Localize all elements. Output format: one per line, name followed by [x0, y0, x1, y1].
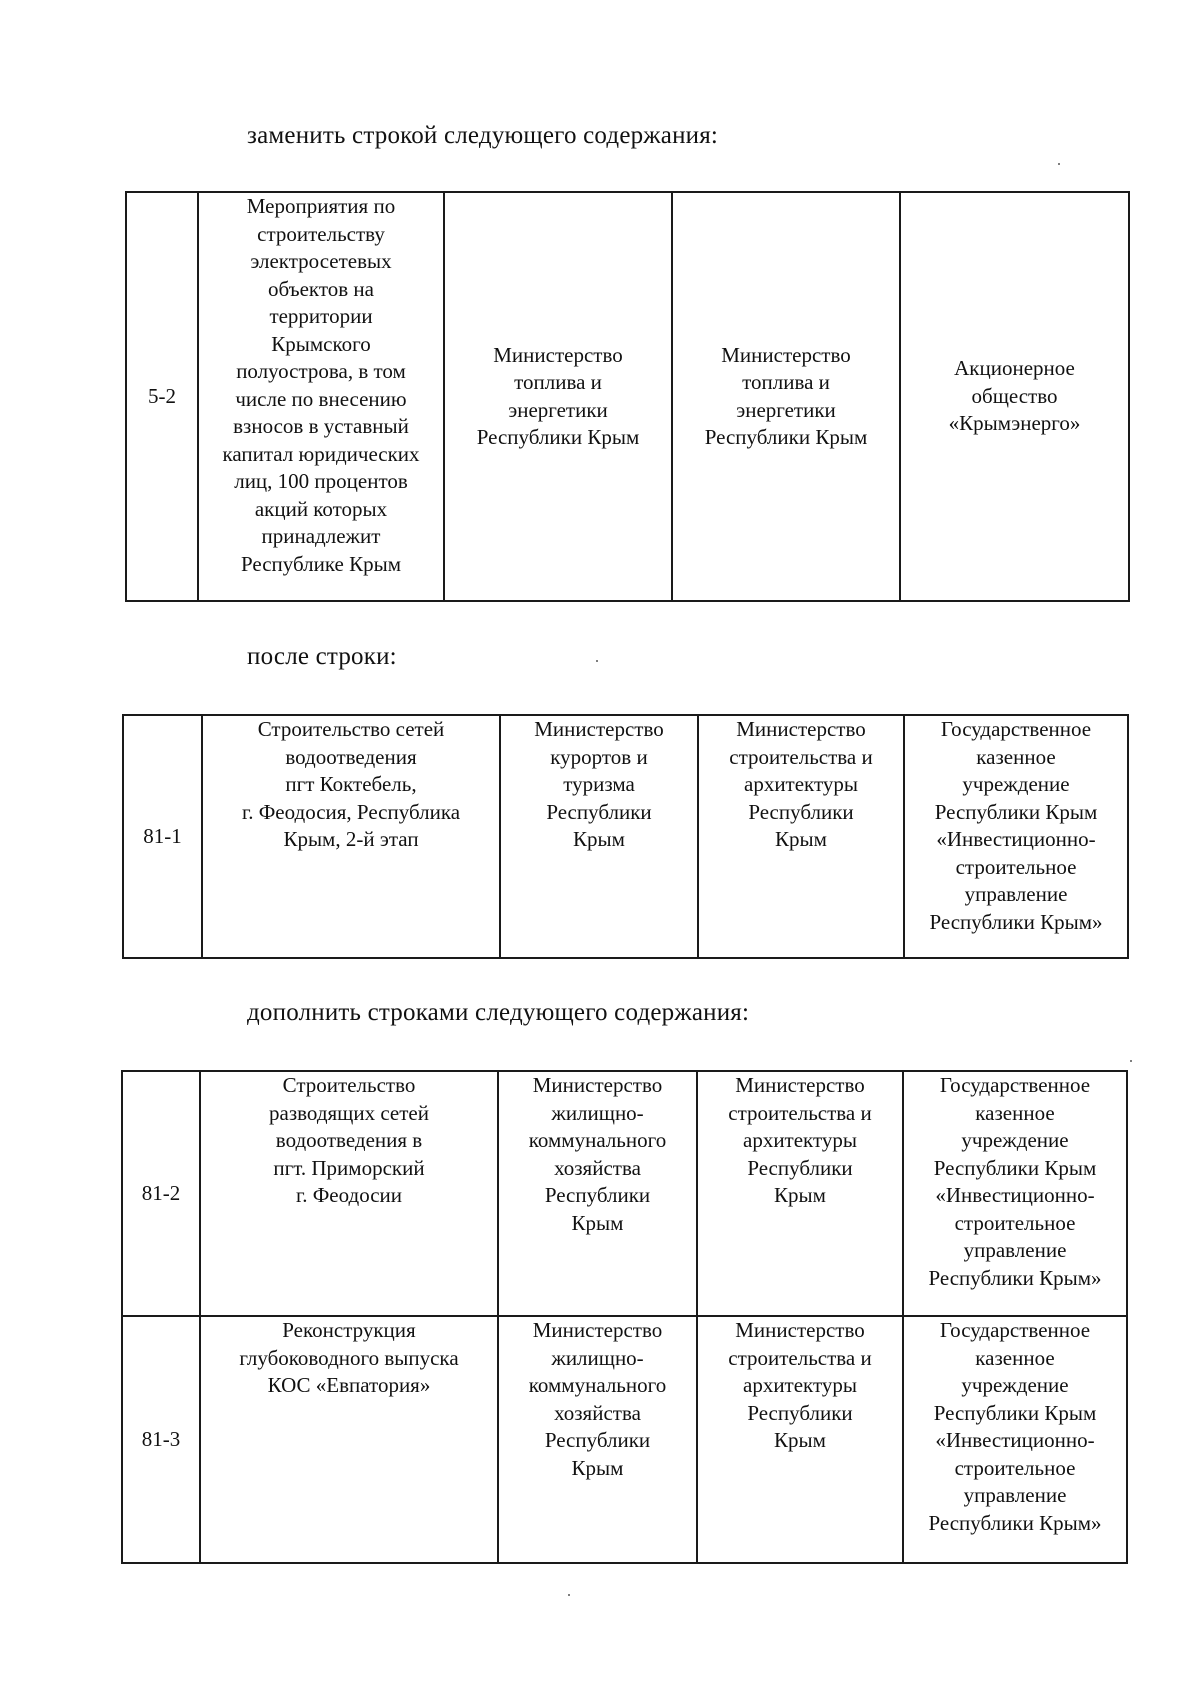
caption-replace: заменить строкой следующего содержания:: [247, 122, 719, 149]
executor-cell: Акционерное общество «Крымэнерго»: [900, 192, 1129, 601]
table-after: [122, 714, 1129, 959]
event-name-cell: Мероприятия по строительству электросетевых объектов на территории Крымского полуострова, в том числе по внесению взносов в уставный капитал юридических лиц, 100 процентов акций которых принадлежит Республике Крым: [198, 192, 444, 601]
authority-cell: Министерство жилищно- коммунального хозяйства Республики Крым: [498, 1316, 697, 1563]
scan-speck: [1130, 1060, 1132, 1062]
caption-add: дополнить строками следующего содержания:: [247, 999, 750, 1026]
customer-cell: Министерство топлива и энергетики Республики Крым: [672, 192, 900, 601]
event-name-cell: Строительство сетей водоотведения пгт Коктебель, г. Феодосия, Республика Крым, 2-й этап: [202, 715, 500, 958]
table-row: [122, 1071, 1127, 1316]
table-replace: [125, 191, 1130, 602]
executor-cell: Государственное казенное учреждение Республики Крым «Инвестиционно- строительное управление Республики Крым»: [903, 1316, 1127, 1563]
caption-after: после строки:: [247, 643, 397, 670]
authority-cell: Министерство топлива и энергетики Республики Крым: [444, 192, 672, 601]
event-name-cell: Строительство разводящих сетей водоотведения в пгт. Приморский г. Феодосии: [200, 1071, 498, 1316]
scan-speck: [568, 1594, 570, 1596]
table-row: [123, 715, 1128, 958]
authority-cell: Министерство курортов и туризма Республики Крым: [500, 715, 698, 958]
customer-cell: Министерство строительства и архитектуры Республики Крым: [697, 1316, 903, 1563]
table-row: [126, 192, 1129, 601]
table-row: [122, 1316, 1127, 1563]
row-number: 5-2: [126, 192, 198, 601]
scan-speck: [596, 660, 598, 662]
table-add: [121, 1070, 1128, 1564]
executor-cell: Государственное казенное учреждение Республики Крым «Инвестиционно- строительное управление Республики Крым»: [903, 1071, 1127, 1316]
customer-cell: Министерство строительства и архитектуры Республики Крым: [698, 715, 904, 958]
row-number: 81-1: [123, 715, 202, 958]
row-number: 81-3: [122, 1316, 200, 1563]
row-number: 81-2: [122, 1071, 200, 1316]
authority-cell: Министерство жилищно- коммунального хозяйства Республики Крым: [498, 1071, 697, 1316]
customer-cell: Министерство строительства и архитектуры Республики Крым: [697, 1071, 903, 1316]
executor-cell: Государственное казенное учреждение Республики Крым «Инвестиционно- строительное управление Республики Крым»: [904, 715, 1128, 958]
event-name-cell: Реконструкция глубоководного выпуска КОС «Евпатория»: [200, 1316, 498, 1563]
scan-speck: [1058, 163, 1060, 165]
